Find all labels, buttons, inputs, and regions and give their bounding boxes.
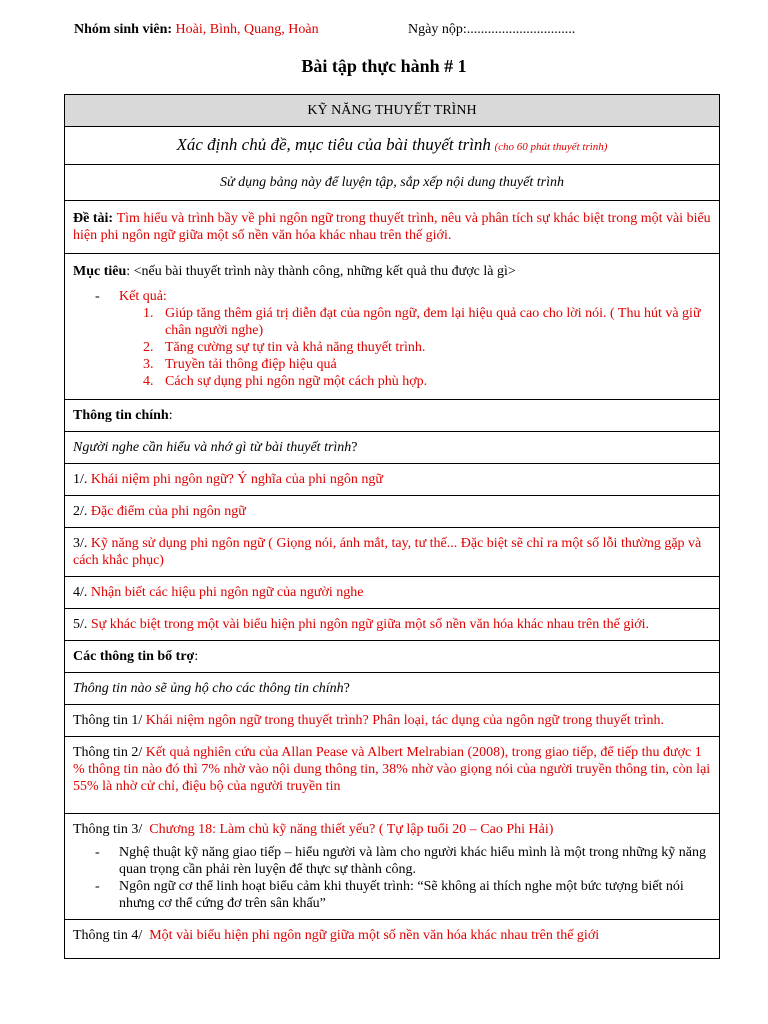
goal-label: Mục tiêu [73, 264, 127, 279]
results-item [95, 288, 711, 390]
submission-date [408, 22, 575, 38]
topic-label: Đề tài [73, 211, 109, 226]
main-info-question: Người nghe cần hiểu và nhớ gì từ bài thuyết trình? [65, 432, 720, 464]
support-item-row: Thông tin 1/ Khái niệm ngôn ngữ trong thuyết trình? Phân loại, tác dụng của ngôn ngữ trong thuyết trình. [65, 705, 720, 737]
subtitle-cell [65, 127, 720, 165]
main-point-row: 1/. Khái niệm phi ngôn ngữ? Ý nghĩa của phi ngôn ngữ [65, 464, 720, 496]
list-item: 4. Cách sự dụng phi ngôn ngữ một cách phù hợp. [143, 374, 428, 389]
main-point-row: 4/. Nhận biết các hiệu phi ngôn ngữ của người nghe [65, 577, 720, 609]
results-numbered-list [119, 305, 711, 390]
results-list [73, 288, 711, 390]
info3-bullets [73, 844, 711, 912]
group-label: Nhóm sinh viên [74, 22, 168, 37]
subtitle: Xác định chủ đề, mục tiêu của bài thuyết trình [176, 135, 491, 154]
main-point-row: 2/. Đặc điểm của phi ngôn ngữ [65, 496, 720, 528]
results-label: Kết quả: [119, 289, 167, 304]
main-point-row: 5/. Sự khác biệt trong một vài biểu hiện phi ngôn ngữ giữa một số nền văn hóa khác nhau trên thế giới. [65, 609, 720, 641]
list-item: 2. Tăng cường sự tự tin và khả năng thuyết trình. [143, 340, 426, 355]
support-item-row: Thông tin 4/ Một vài biểu hiện phi ngôn ngữ giữa một số nền văn hóa khác nhau trên thế giới [65, 920, 720, 959]
section-title: KỸ NĂNG THUYẾT TRÌNH [65, 95, 720, 127]
support-item-row: Thông tin 2/ Kết quả nghiên cứu của Allan Pease và Albert Melrabian (2008), trong giao tiếp, để tiếp thu được 1 % thông tin nào đó thì 7% nhờ vào nội dung thông tin, 38% nhờ vào giọng nói của người truyền thông tin, còn lại 55% là nhờ cử chỉ, điệu bộ của người truyền tin [65, 737, 720, 814]
support-item-row: Thông tin 3/ Chương 18: Làm chủ kỹ năng thiết yếu? ( Tự lập tuổi 20 – Cao Phi Hải) - Nghệ thuật kỹ năng giao tiếp – hiểu người và làm cho người khác hiểu mình là một trong những kỹ năng quan trọng cần phải rèn luyện để thực sự thành công. - Ngôn ngữ cơ thể linh hoạt biểu cảm khi thuyết trình: “Sẽ không ai thích nghe một bức tượng biết nói nhưng cơ thể cứng đơ trên sân khấu” [65, 814, 720, 920]
goal-cell [65, 254, 720, 400]
support-info-question: Thông tin nào sẽ ủng hộ cho các thông tin chính? [65, 673, 720, 705]
subtitle-note: (cho 60 phút thuyết trình) [494, 141, 608, 153]
group-members: Hoài, Bình, Quang, Hoàn [175, 22, 319, 37]
support-info-header: Các thông tin bổ trợ: [65, 641, 720, 673]
document-title: Bài tập thực hành # 1 [301, 56, 467, 76]
list-item: - Nghệ thuật kỹ năng giao tiếp – hiểu người và làm cho người khác hiểu mình là một trong những kỹ năng quan trọng cần phải rèn luyện để thực sự thành công. [95, 844, 711, 878]
goal-prompt: : <nếu bài thuyết trình này thành công, những kết quả thu được là gì> [126, 264, 516, 279]
topic-text: Tìm hiểu và trình bầy về phi ngôn ngữ trong thuyết trình, nêu và phân tích sự khác biệt trong một vài biểu hiện phi ngôn ngữ giữa một số nền văn hóa khác nhau trên thế giới. [73, 211, 711, 243]
presentation-table [64, 94, 720, 959]
date-value: ............................... [466, 22, 576, 37]
main-point-row: 3/. Kỹ năng sử dụng phi ngôn ngữ ( Giọng nói, ánh mắt, tay, tư thế... Đặc biệt sẽ chỉ ra một số lỗi thường gặp và cách khắc phục) [65, 528, 720, 577]
list-item: 3. Truyền tải thông điệp hiệu quả [143, 357, 337, 372]
list-item: 1. Giúp tăng thêm giá trị diễn đạt của ngôn ngữ, đem lại hiệu quả cao cho lời nói. ( Thu hút và giữ chân người nghe) [143, 306, 701, 338]
submission-header: Nhóm sinh viên: Hoài, Bình, Quang, Hoàn Ngày nộp:............................... [74, 22, 576, 37]
usage-note: Sử dụng bảng này để luyện tập, sắp xếp nội dung thuyết trình [65, 165, 720, 201]
list-item: - Ngôn ngữ cơ thể linh hoạt biểu cảm khi thuyết trình: “Sẽ không ai thích nghe một bức tượng biết nói nhưng cơ thể cứng đơ trên sân khấu” [95, 878, 711, 912]
main-info-header: Thông tin chính: [65, 400, 720, 432]
topic-cell: Đề tài: Tìm hiểu và trình bầy về phi ngôn ngữ trong thuyết trình, nêu và phân tích sự khác biệt trong một vài biểu hiện phi ngôn ngữ giữa một số nền văn hóa khác nhau trên thế giới. [65, 201, 720, 254]
date-label: Ngày nộp: [408, 22, 467, 37]
